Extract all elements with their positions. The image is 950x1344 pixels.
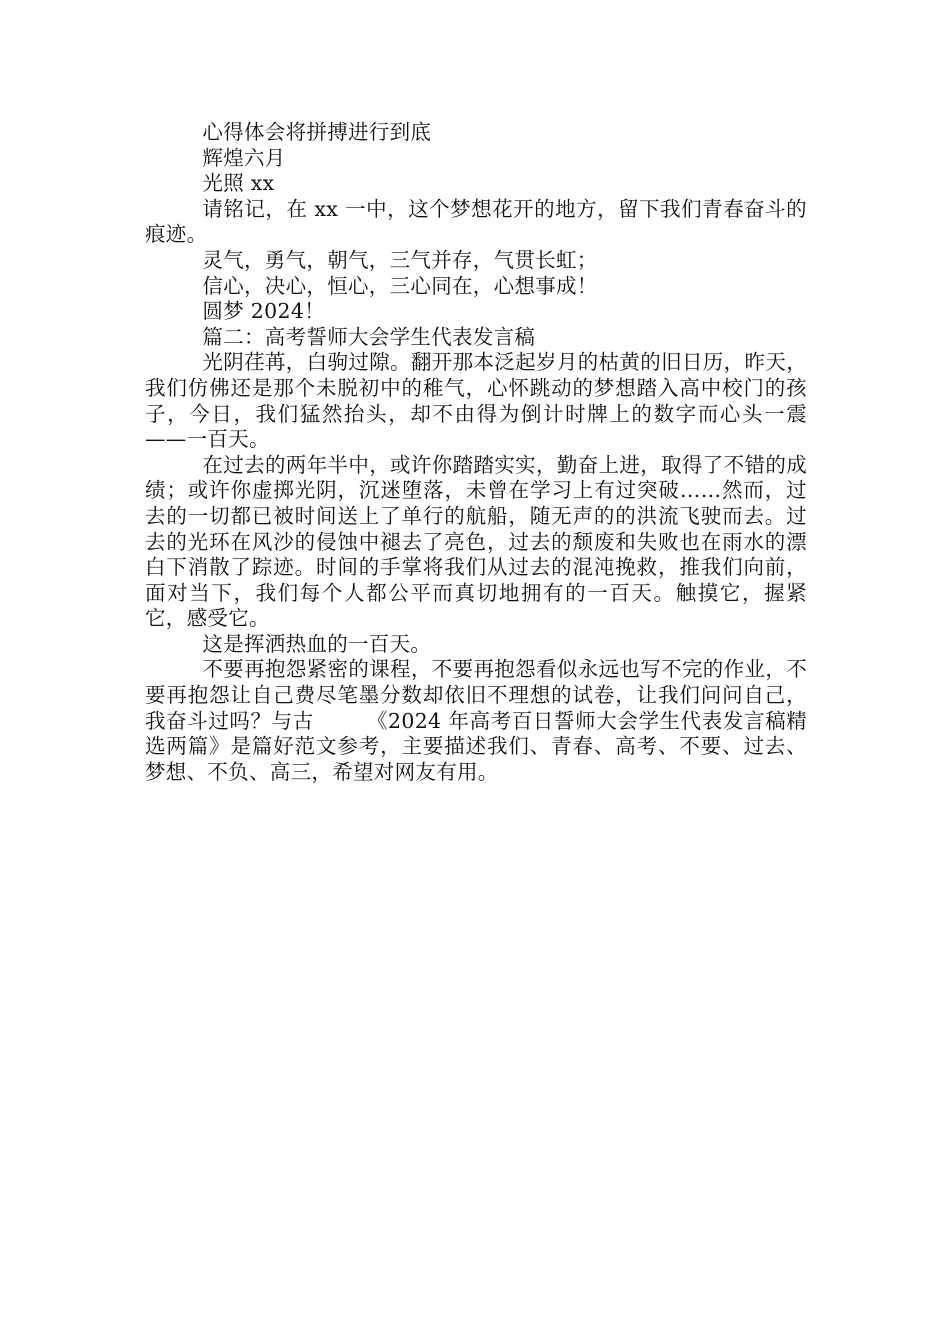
- paragraph-heading-1: 心得体会将拼搏进行到底: [202, 120, 432, 144]
- paragraph: 请铭记，在 xx 一中，这个梦想花开的地方，留下我们青春奋斗的痕迹。: [145, 196, 807, 247]
- document-body: [145, 120, 807, 785]
- paragraph: 在过去的两年半中，或许你踏踏实实，勤奋上进，取得了不错的成绩；或许你虚掷光阴，沉迷堕落，未曾在学习上有过突破……然而，过去的一切都已被时间送上了单行的航船，随无声的的洪流飞驶而去。过去的光环在风沙的侵蚀中褪去了亮色，过去的颓废和失败也在雨水的漂白下消散了踪迹。时间的手掌将我们从过去的混沌挽救，推我们向前，面对当下，我们每个人都公平而真切地拥有的一百天。触摸它，握紧它，感受它。: [145, 452, 807, 631]
- paragraph: 不要再抱怨紧密的课程，不要再抱怨看似永远也写不完的作业，不要再抱怨让自己费尽笔墨分数却依旧不理想的试卷，让我们问问自己，我奋斗过吗？与古 《2024 年高考百日誓师大会学生代表发言稿精选两篇》是篇好范文参考，主要描述我们、青春、高考、不要、过去、梦想、不负、高三，希望对网友有用。: [145, 657, 807, 784]
- paragraph-heading-2: 辉煌六月: [202, 145, 286, 170]
- paragraph: 这是挥洒热血的一百天。: [202, 631, 432, 656]
- paragraph: 信心，决心，恒心，三心同在，心想事成！: [202, 273, 598, 298]
- paragraph: 光阴荏苒，白驹过隙。翻开那本泛起岁月的枯黄的旧日历，昨天，我们仿佛还是那个未脱初中的稚气，心怀跳动的梦想踏入高中校门的孩子，今日，我们猛然抬头，却不由得为倒计时牌上的数字而心头一震——一百天。: [145, 350, 807, 452]
- paragraph: 灵气，勇气，朝气，三气并存，气贯长虹；: [202, 247, 598, 272]
- paragraph: 圆梦 2024！: [202, 299, 325, 324]
- section-title: 篇二：高考誓师大会学生代表发言稿: [202, 324, 536, 349]
- paragraph-heading-3: 光照 xx: [202, 171, 275, 196]
